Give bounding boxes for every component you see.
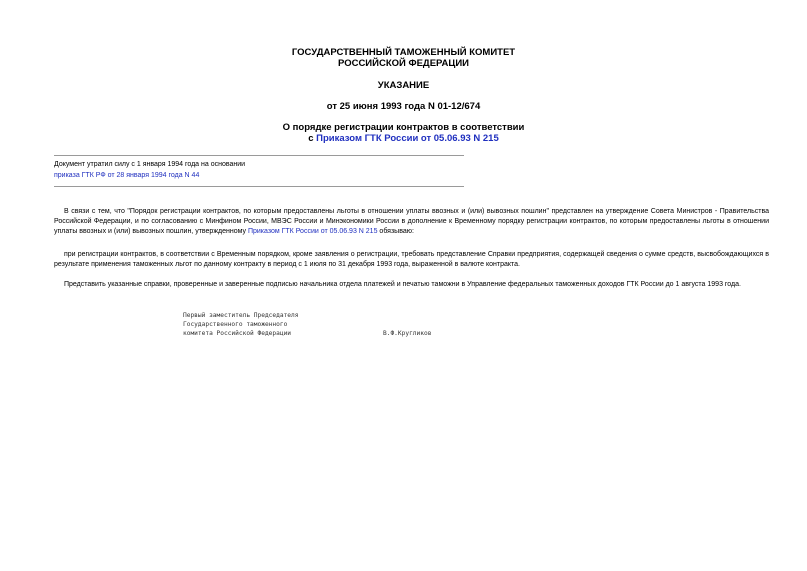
- document-type: УКАЗАНИЕ: [377, 80, 430, 91]
- document-subject-line1: О порядке регистрации контрактов в соответствии: [282, 122, 525, 133]
- status-note-link[interactable]: приказа ГТК РФ от 28 января 1994 года N 44: [54, 172, 200, 179]
- body-paragraph-3: Представить указанные справки, проверенные и заверенные подписью начальника отдела платежей и печатью таможни в Управление федеральных таможенных доходов ГТК России до 1 августа 1993 года.: [64, 281, 741, 288]
- subject-order-link[interactable]: Приказом ГТК России от 05.06.93 N 215: [316, 133, 499, 144]
- org-title-line1: ГОСУДАРСТВЕННЫЙ ТАМОЖЕННЫЙ КОМИТЕТ: [291, 47, 516, 58]
- signature-title-line3: комитета Российской Федерации: [183, 330, 292, 337]
- document-date-number: от 25 июня 1993 года N 01-12/674: [326, 101, 481, 112]
- body-paragraph-1: [54, 207, 769, 237]
- p1-order-link[interactable]: Приказом ГТК России от 05.06.93 N 215: [247, 228, 378, 235]
- body-paragraph-2: при регистрации контрактов, в соответствии с Временным порядком, кроме заявления о регистрации, требовать представление Справки предприятия, содержащей сведения о сумме средств, высвобождающихся в результате применения таможенных льгот по данному контракту в период с 1 июля по 31 декабря 1993 года, выраженной в валюте контракта.: [54, 251, 769, 268]
- p1-text-after: обязываю:: [377, 228, 414, 235]
- org-title-line2: РОССИЙСКОЙ ФЕДЕРАЦИИ: [337, 58, 469, 69]
- signature-title-line2: Государственного таможенного: [183, 321, 288, 328]
- signature-title-line1: Первый заместитель Председателя: [183, 312, 299, 319]
- signature-name: В.Ф.Кругликов: [383, 330, 432, 337]
- subject-prefix: с: [308, 133, 317, 144]
- status-bottom-divider: [54, 186, 464, 187]
- status-note-text: Документ утратил силу с 1 января 1994 года на основании: [54, 161, 246, 168]
- p1-text-before: В связи с тем, что "Порядок регистрации контрактов, по которым предоставлены льготы в отношении уплаты ввозных и (или) вывозных пошлин" представлен на утверждение Совета Министров - Правительства Российской Федерации, и по согласованию с Минфином России, МВЭС России и Минэкономики России в дополнение к Временному порядку регистрации контрактов, по которым предоставлены льготы в отношении уплаты ввозных и (или) вывозных пошлин, утвержденному: [54, 208, 769, 235]
- document-subject-line2: [0, 133, 807, 144]
- status-top-divider: [54, 155, 464, 156]
